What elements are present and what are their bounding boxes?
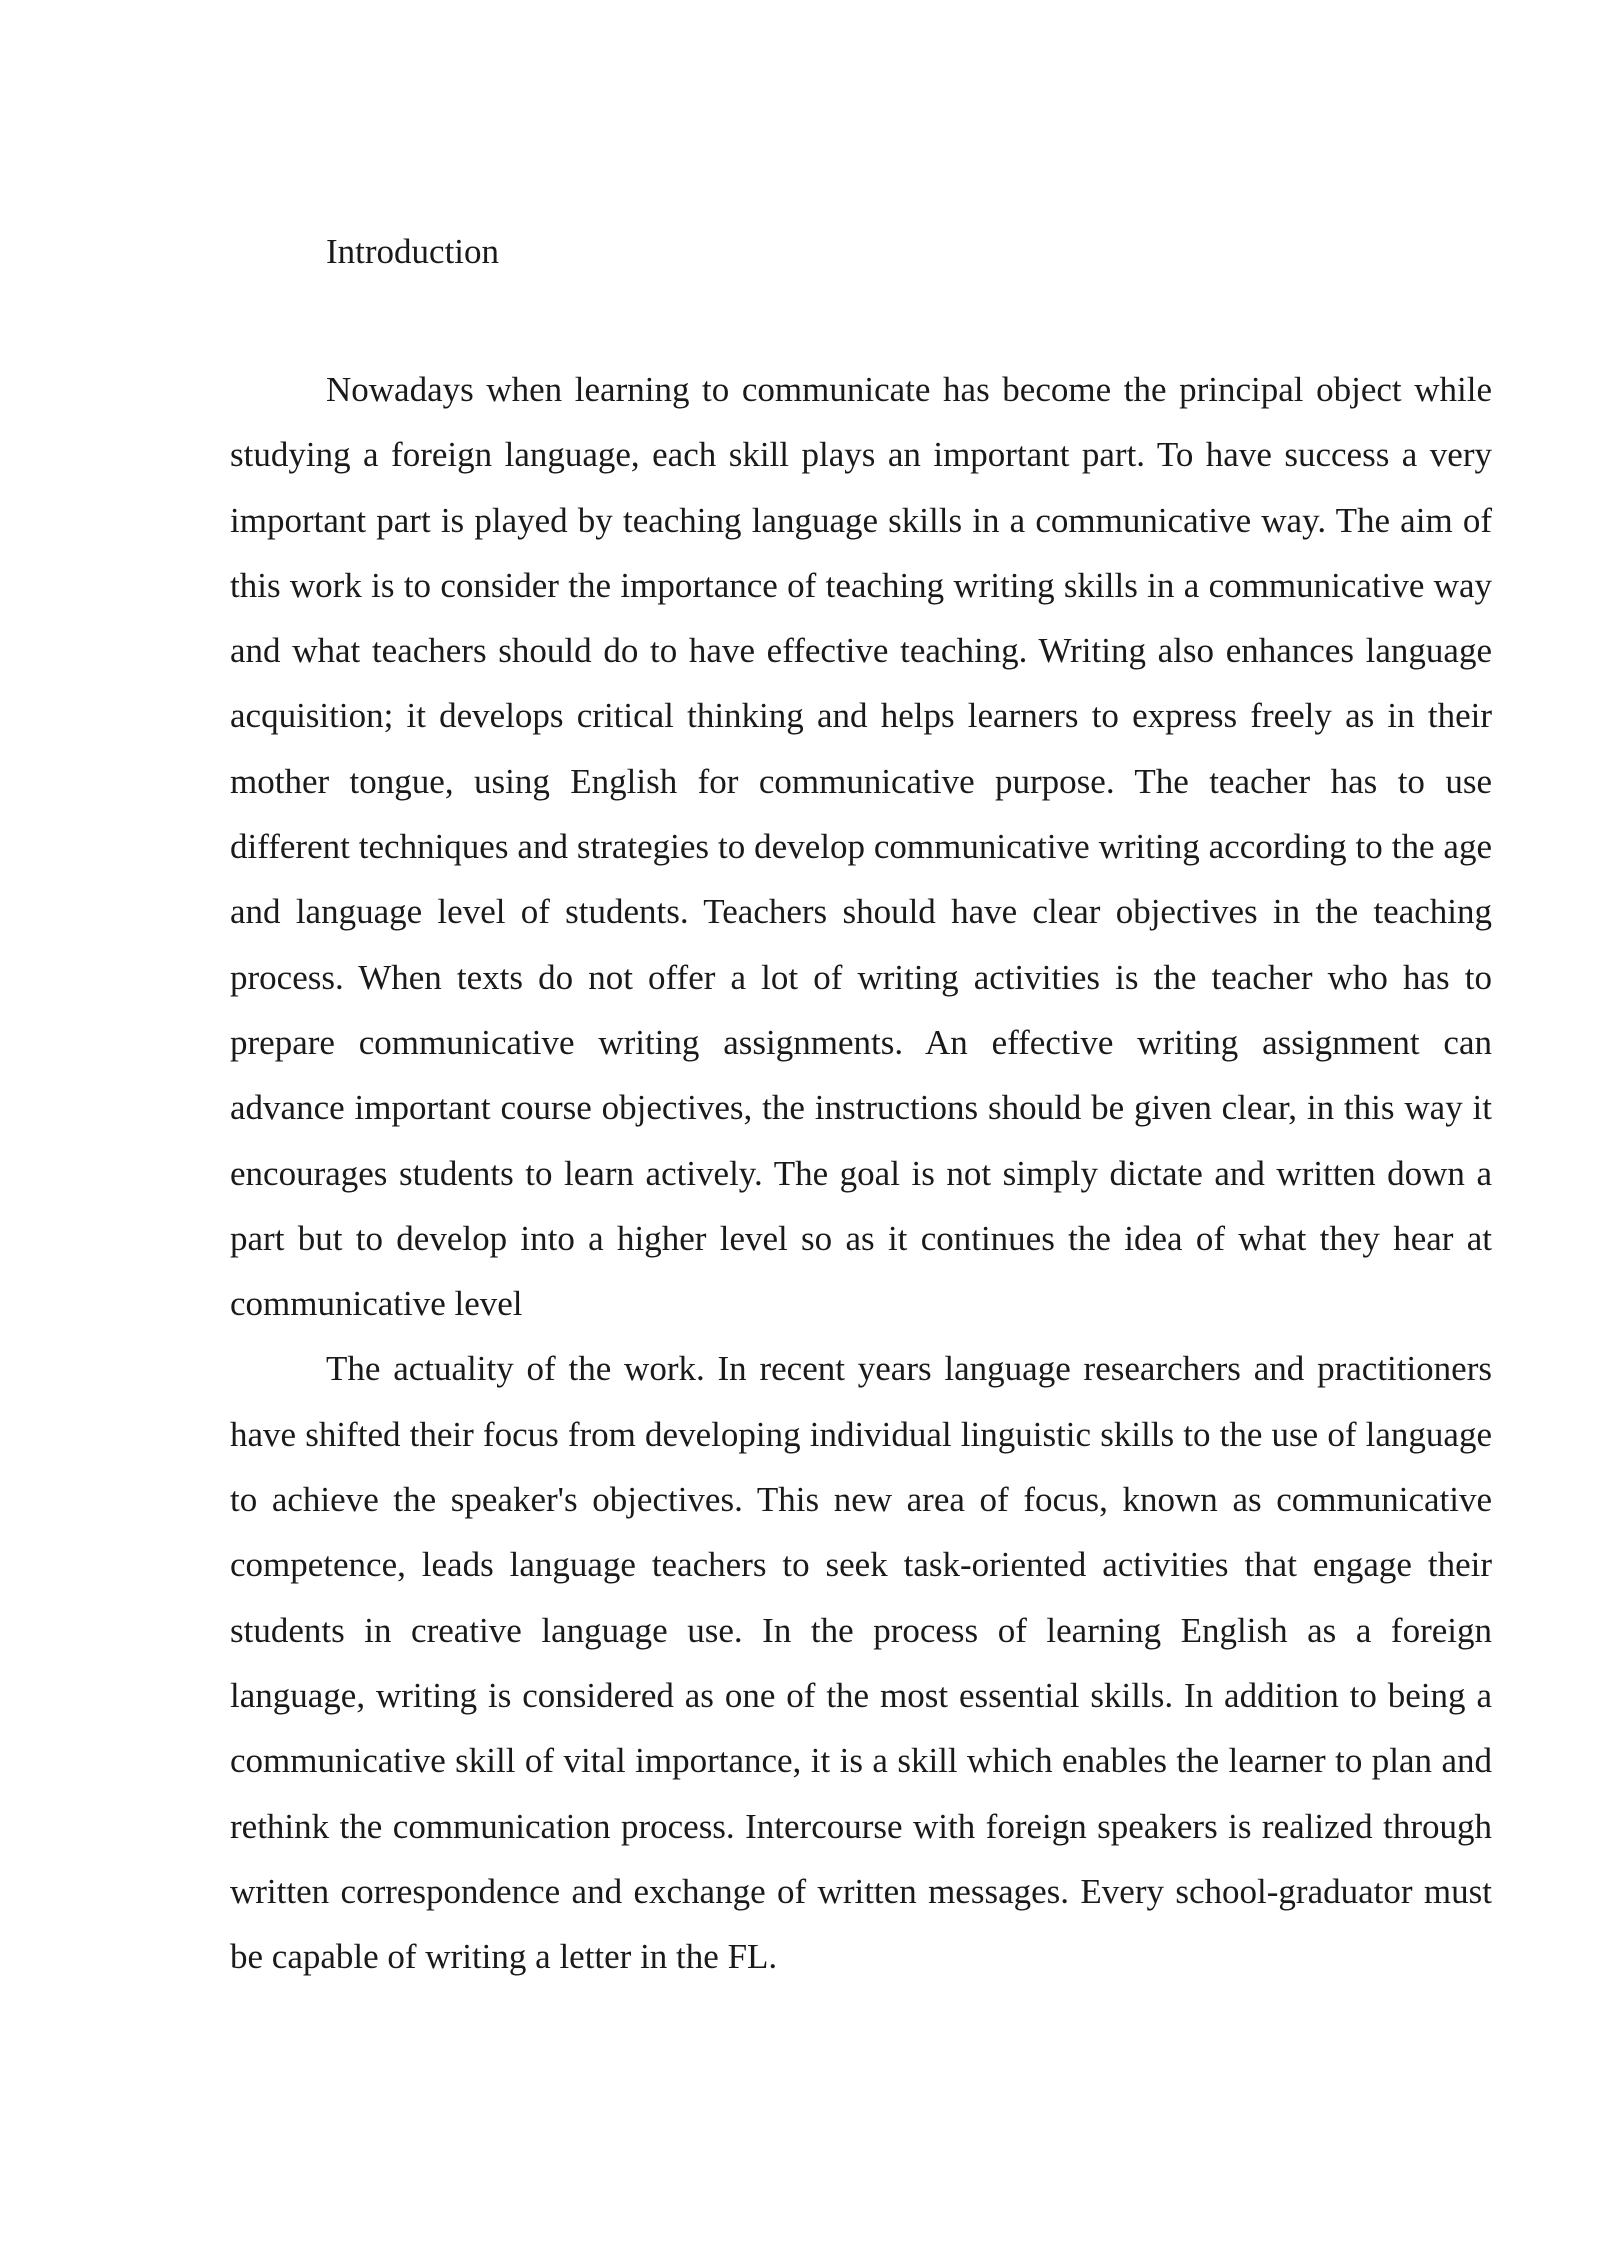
paragraph-intro: Nowadays when learning to communicate has become the principal object while studying a foreign language, each skill plays an important part. To have success a very important part is played by teaching language skills in a communicative way. The aim of this work is to consider the importance of teaching writing skills in a communicative way and what teachers should do to have effective teaching. Writing also enhances language acquisition; it develops critical thinking and helps learners to express freely as in their mother tongue, using English for communicative purpose. The teacher has to use different techniques and strategies to develop communicative writing according to the age and language level of students. Teachers should have clear objectives in the teaching process. When texts do not offer a lot of writing activities is the teacher who has to prepare communicative writing assignments. An effective writing assignment can advance important course objectives, the instructions should be given clear, in this way it encourages students to learn actively. The goal is not simply dictate and written down a part but to develop into a higher level so as it continues the idea of what they hear at communicative level: [230, 370, 1492, 1324]
heading-spacer: [230, 277, 1492, 357]
section-heading: Introduction: [326, 232, 500, 271]
document-body: [230, 227, 1492, 1989]
paragraph-actuality: The actuality of the work. In recent years language researchers and practitioners have shifted their focus from developing individual linguistic skills to the use of language to achieve the speaker's objectives. This new area of focus, known as communicative competence, leads language teachers to seek task-oriented activities that engage their students in creative language use. In the process of learning English as a foreign language, writing is considered as one of the most essential skills. In addition to being a communicative skill of vital importance, it is a skill which enables the learner to plan and rethink the communication process. Intercourse with foreign speakers is realized through written correspondence and exchange of written messages. Every school-graduator must be capable of writing a letter in the FL.: [230, 1349, 1492, 1977]
